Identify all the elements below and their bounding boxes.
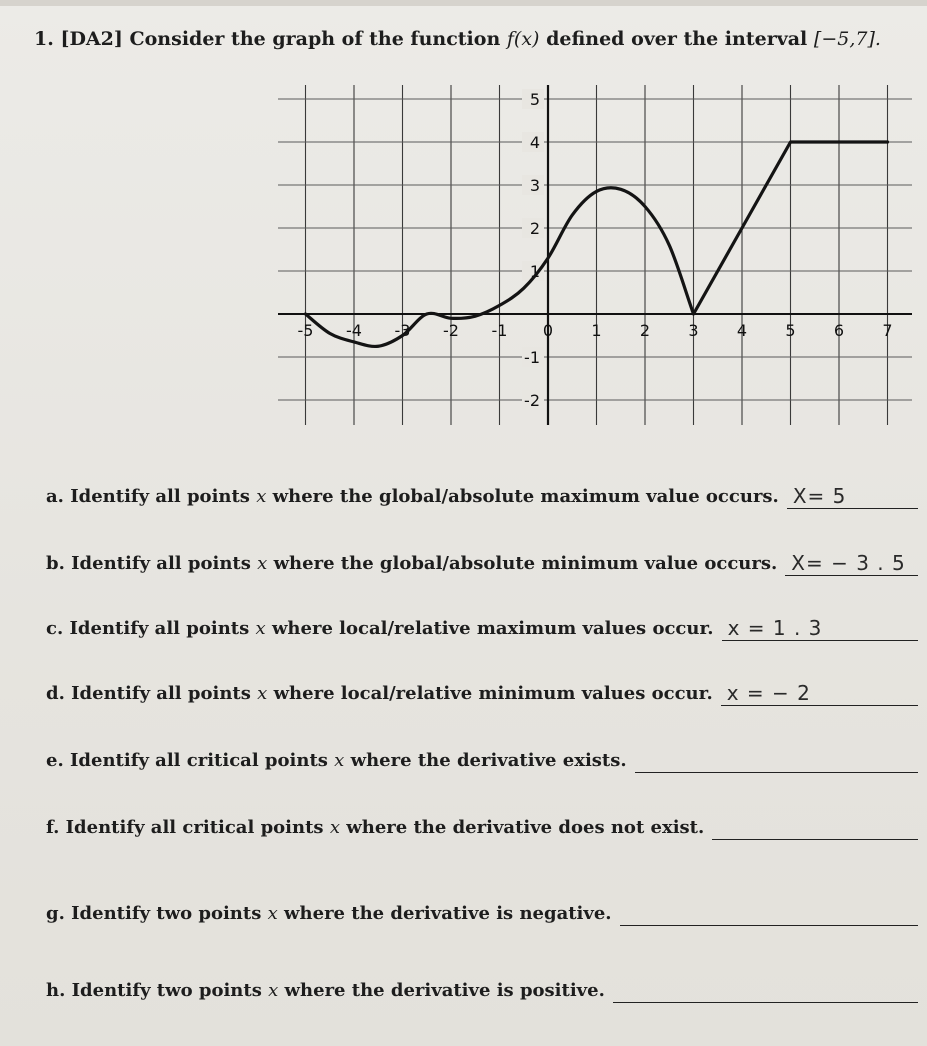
y-tick-label: 1 [529, 262, 540, 281]
x-tick-label: -4 [346, 321, 362, 340]
x-tick-label: 0 [542, 321, 554, 340]
part-prompt [46, 683, 713, 704]
part-prompt [46, 486, 779, 507]
part-letter: h. [46, 980, 72, 1001]
x-tick-label: 2 [639, 321, 651, 340]
question-number: 1. [34, 28, 54, 50]
interval: [−5,7]. [813, 28, 881, 50]
part-prompt [46, 980, 605, 1001]
handwritten-answer: X= 5 [792, 484, 847, 508]
x-tick-label: 6 [833, 321, 845, 340]
function-graph [0, 0, 927, 440]
part-variable: x [257, 683, 268, 704]
part-text-after: where local/relative maximum values occur. [265, 618, 714, 639]
x-tick-label: 5 [785, 321, 796, 340]
x-tick-label: 7 [882, 321, 893, 340]
vertical-gridlines [306, 85, 888, 425]
part-variable: x [329, 817, 340, 838]
part-prompt [46, 618, 714, 639]
answer-blank[interactable] [722, 640, 918, 641]
part-text-after: where local/relative minimum values occur. [267, 683, 713, 704]
part-prompt [46, 750, 627, 771]
y-tick-label: 2 [529, 219, 540, 238]
answer-blank[interactable] [712, 839, 918, 840]
x-tick-label: -3 [394, 321, 411, 340]
part-text-before: Identify all critical points [70, 750, 335, 771]
y-tick-label: 3 [529, 176, 540, 195]
x-tick-label: 1 [591, 321, 602, 340]
y-tick-labels [522, 89, 544, 410]
part-text-before: Identify all points [69, 618, 256, 639]
handwritten-answer: X= − 3 . 5 [791, 551, 906, 575]
part-letter: d. [46, 683, 72, 704]
answer-blank[interactable] [620, 925, 918, 926]
part-variable: x [268, 980, 279, 1001]
x-tick-label: -5 [297, 321, 314, 340]
answer-blank[interactable] [613, 1002, 918, 1003]
x-tick-labels [298, 321, 893, 340]
x-tick-label: 3 [688, 321, 699, 340]
y-tick-label: 4 [529, 133, 540, 152]
answer-blank[interactable] [721, 705, 918, 706]
answer-blank[interactable] [787, 508, 918, 509]
handwritten-answer: x = 1 . 3 [727, 616, 823, 640]
y-tick-label: -1 [524, 348, 540, 367]
part-variable: x [255, 618, 266, 639]
part-variable: x [256, 486, 267, 507]
part-text-after: where the derivative is negative. [277, 903, 612, 924]
part-variable: x [267, 903, 278, 924]
part-text-before: Identify all points [71, 683, 258, 704]
x-tick-label: -2 [443, 321, 459, 340]
horizontal-gridlines [278, 99, 912, 400]
question-text-before: Consider the graph of the function [129, 28, 501, 50]
part-letter: f. [46, 817, 66, 838]
part-prompt [46, 553, 777, 574]
y-tick-label: 5 [529, 90, 540, 109]
question-text-after: defined over the interval [546, 28, 808, 50]
part-letter: a. [46, 486, 71, 507]
part-text-before: Identify all critical points [65, 817, 330, 838]
part-text-after: where the global/absolute minimum value occurs. [267, 553, 778, 574]
part-prompt [46, 903, 612, 924]
part-text-after: where the derivative is positive. [278, 980, 605, 1001]
part-text-after: where the derivative exists. [344, 750, 627, 771]
answer-blank[interactable] [785, 575, 918, 576]
part-text-before: Identify all points [71, 553, 258, 574]
y-tick-label: -2 [524, 391, 540, 410]
part-letter: b. [46, 553, 72, 574]
part-variable: x [257, 553, 268, 574]
function-name: f(x) [506, 28, 540, 50]
part-text-after: where the derivative does not exist. [339, 817, 705, 838]
part-text-before: Identify all points [70, 486, 257, 507]
answer-blank[interactable] [635, 772, 918, 773]
part-text-after: where the global/absolute maximum value occurs. [266, 486, 779, 507]
part-letter: e. [46, 750, 70, 771]
part-text-before: Identify two points [71, 980, 269, 1001]
part-letter: g. [46, 903, 72, 924]
axes [278, 85, 912, 425]
x-tick-label: 4 [736, 321, 748, 340]
part-variable: x [334, 750, 345, 771]
part-prompt [46, 817, 704, 838]
part-text-before: Identify two points [71, 903, 268, 924]
x-tick-label: -1 [491, 321, 508, 340]
question-tag: [DA2] [60, 28, 123, 50]
part-letter: c. [46, 618, 70, 639]
handwritten-answer: x = − 2 [726, 681, 811, 705]
